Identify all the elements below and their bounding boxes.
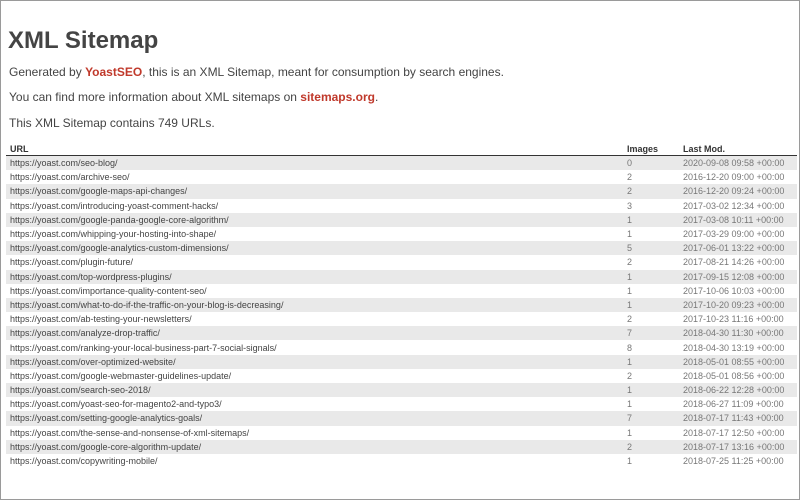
- last-mod-cell: 2018-07-17 12:50 +00:00: [679, 426, 797, 440]
- last-mod-cell: 2018-04-30 13:19 +00:00: [679, 340, 797, 354]
- table-row: [6, 397, 797, 411]
- table-row: [6, 184, 797, 198]
- column-header-images: Images: [623, 142, 679, 156]
- url-cell[interactable]: https://yoast.com/google-panda-google-core-algorithm/: [6, 213, 623, 227]
- table-row: [6, 241, 797, 255]
- table-row: [6, 270, 797, 284]
- url-cell[interactable]: https://yoast.com/ranking-your-local-business-part-7-social-signals/: [6, 340, 623, 354]
- table-row: [6, 255, 797, 269]
- images-cell: 1: [623, 270, 679, 284]
- url-cell[interactable]: https://yoast.com/the-sense-and-nonsense-of-xml-sitemaps/: [6, 426, 623, 440]
- last-mod-cell: 2017-03-02 12:34 +00:00: [679, 199, 797, 213]
- table-row: [6, 312, 797, 326]
- images-cell: 0: [623, 156, 679, 171]
- images-cell: 2: [623, 369, 679, 383]
- yoastseo-link[interactable]: YoastSEO: [85, 65, 143, 79]
- images-cell: 3: [623, 199, 679, 213]
- last-mod-cell: 2018-07-17 11:43 +00:00: [679, 411, 797, 425]
- last-mod-cell: 2017-09-15 12:08 +00:00: [679, 270, 797, 284]
- last-mod-cell: 2017-03-08 10:11 +00:00: [679, 213, 797, 227]
- images-cell: 1: [623, 454, 679, 468]
- table-row: [6, 383, 797, 397]
- sitemaps-org-link[interactable]: sitemaps.org: [300, 90, 375, 104]
- url-cell[interactable]: https://yoast.com/archive-seo/: [6, 170, 623, 184]
- url-cell[interactable]: https://yoast.com/over-optimized-website/: [6, 355, 623, 369]
- more-info-text: [9, 90, 378, 104]
- last-mod-cell: 2017-10-20 09:23 +00:00: [679, 298, 797, 312]
- table-row: [6, 440, 797, 454]
- url-cell[interactable]: https://yoast.com/google-webmaster-guidelines-update/: [6, 369, 623, 383]
- last-mod-cell: 2017-10-06 10:03 +00:00: [679, 284, 797, 298]
- page-title: XML Sitemap: [8, 27, 159, 54]
- images-cell: 1: [623, 227, 679, 241]
- last-mod-cell: 2018-07-17 13:16 +00:00: [679, 440, 797, 454]
- last-mod-cell: 2016-12-20 09:00 +00:00: [679, 170, 797, 184]
- table-row: [6, 199, 797, 213]
- images-cell: 1: [623, 355, 679, 369]
- last-mod-cell: 2017-08-21 14:26 +00:00: [679, 255, 797, 269]
- url-count-text: This XML Sitemap contains 749 URLs.: [9, 116, 215, 130]
- table-row: [6, 227, 797, 241]
- url-cell[interactable]: https://yoast.com/importance-quality-content-seo/: [6, 284, 623, 298]
- images-cell: 1: [623, 298, 679, 312]
- url-cell[interactable]: https://yoast.com/yoast-seo-for-magento2-and-typo3/: [6, 397, 623, 411]
- table-row: [6, 411, 797, 425]
- table-row: [6, 213, 797, 227]
- info-suffix: .: [374, 90, 379, 104]
- table-row: [6, 340, 797, 354]
- table-header-row: [6, 142, 797, 156]
- images-cell: 2: [623, 255, 679, 269]
- table-row: [6, 426, 797, 440]
- last-mod-cell: 2016-12-20 09:24 +00:00: [679, 184, 797, 198]
- generated-prefix: Generated by: [9, 65, 86, 79]
- images-cell: 8: [623, 340, 679, 354]
- last-mod-cell: 2018-05-01 08:55 +00:00: [679, 355, 797, 369]
- table-row: [6, 326, 797, 340]
- url-cell[interactable]: https://yoast.com/google-core-algorithm-update/: [6, 440, 623, 454]
- column-header-last-mod: Last Mod.: [679, 142, 797, 156]
- images-cell: 2: [623, 440, 679, 454]
- column-header-url: URL: [6, 142, 623, 156]
- url-cell[interactable]: https://yoast.com/introducing-yoast-comment-hacks/: [6, 199, 623, 213]
- url-cell[interactable]: https://yoast.com/analyze-drop-traffic/: [6, 326, 623, 340]
- sitemap-table: [6, 142, 797, 468]
- table-row: [6, 170, 797, 184]
- url-cell[interactable]: https://yoast.com/whipping-your-hosting-into-shape/: [6, 227, 623, 241]
- table-row: [6, 454, 797, 468]
- url-cell[interactable]: https://yoast.com/search-seo-2018/: [6, 383, 623, 397]
- last-mod-cell: 2020-09-08 09:58 +00:00: [679, 156, 797, 171]
- table-row: [6, 355, 797, 369]
- images-cell: 2: [623, 184, 679, 198]
- images-cell: 1: [623, 213, 679, 227]
- images-cell: 2: [623, 312, 679, 326]
- url-cell[interactable]: https://yoast.com/ab-testing-your-newsletters/: [6, 312, 623, 326]
- last-mod-cell: 2018-06-22 12:28 +00:00: [679, 383, 797, 397]
- info-prefix: You can find more information about XML sitemaps on: [9, 90, 301, 104]
- images-cell: 7: [623, 326, 679, 340]
- url-cell[interactable]: https://yoast.com/setting-google-analytics-goals/: [6, 411, 623, 425]
- url-cell[interactable]: https://yoast.com/plugin-future/: [6, 255, 623, 269]
- generated-suffix: , this is an XML Sitemap, meant for consumption by search engines.: [142, 65, 504, 79]
- images-cell: 1: [623, 397, 679, 411]
- images-cell: 7: [623, 411, 679, 425]
- last-mod-cell: 2018-06-27 11:09 +00:00: [679, 397, 797, 411]
- last-mod-cell: 2018-04-30 11:30 +00:00: [679, 326, 797, 340]
- url-cell[interactable]: https://yoast.com/google-maps-api-changes/: [6, 184, 623, 198]
- last-mod-cell: 2017-03-29 09:00 +00:00: [679, 227, 797, 241]
- table-row: [6, 156, 797, 171]
- url-cell[interactable]: https://yoast.com/copywriting-mobile/: [6, 454, 623, 468]
- images-cell: 1: [623, 284, 679, 298]
- table-row: [6, 284, 797, 298]
- url-cell[interactable]: https://yoast.com/what-to-do-if-the-traffic-on-your-blog-is-decreasing/: [6, 298, 623, 312]
- url-cell[interactable]: https://yoast.com/seo-blog/: [6, 156, 623, 171]
- last-mod-cell: 2018-05-01 08:56 +00:00: [679, 369, 797, 383]
- table-row: [6, 298, 797, 312]
- last-mod-cell: 2017-06-01 13:22 +00:00: [679, 241, 797, 255]
- url-cell[interactable]: https://yoast.com/google-analytics-custom-dimensions/: [6, 241, 623, 255]
- url-cell[interactable]: https://yoast.com/top-wordpress-plugins/: [6, 270, 623, 284]
- images-cell: 5: [623, 241, 679, 255]
- last-mod-cell: 2017-10-23 11:16 +00:00: [679, 312, 797, 326]
- images-cell: 1: [623, 383, 679, 397]
- last-mod-cell: 2018-07-25 11:25 +00:00: [679, 454, 797, 468]
- table-row: [6, 369, 797, 383]
- generated-by-text: [9, 65, 504, 79]
- images-cell: 2: [623, 170, 679, 184]
- images-cell: 1: [623, 426, 679, 440]
- sitemap-page: [1, 1, 799, 499]
